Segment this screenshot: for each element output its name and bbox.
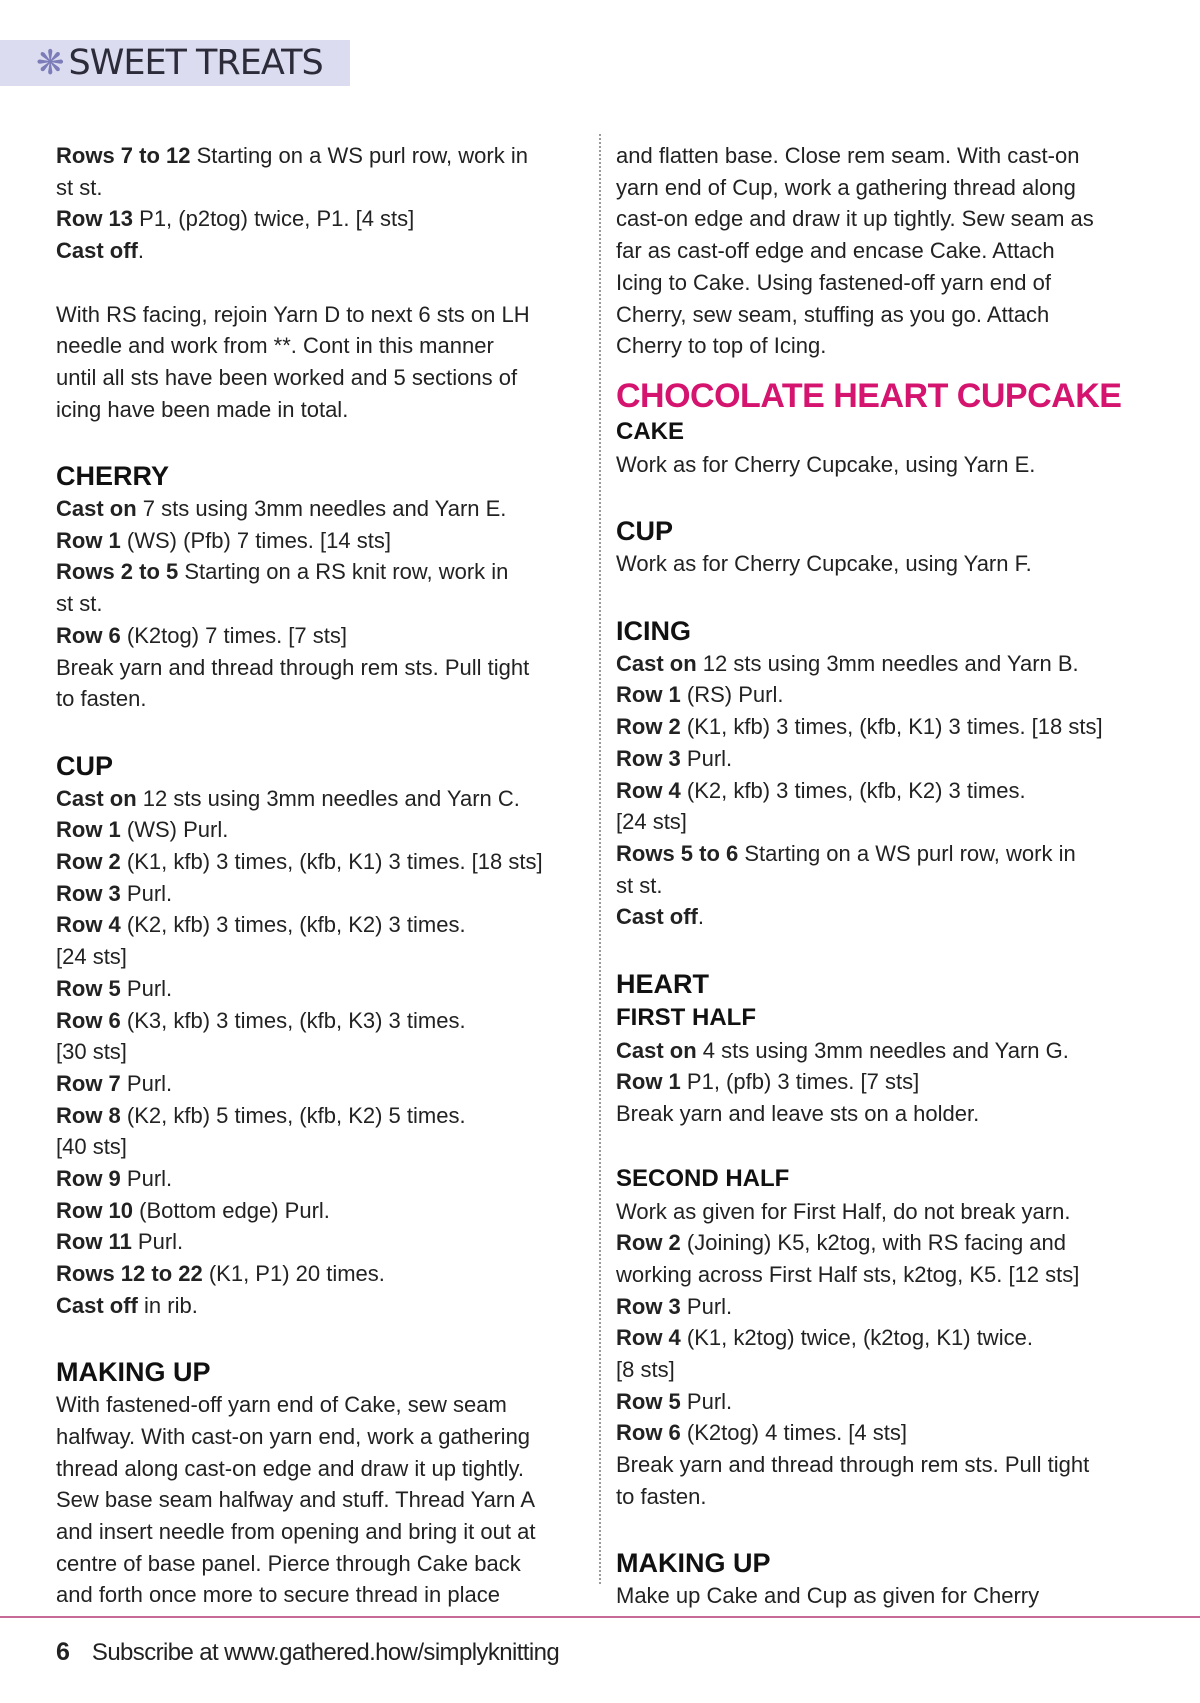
text-line (616, 449, 1156, 481)
text-line (616, 870, 1156, 902)
text-line (56, 140, 596, 172)
paragraph-gap (616, 1130, 1156, 1162)
text-line (56, 1163, 596, 1195)
text-line (56, 235, 596, 267)
text-line (56, 1548, 596, 1580)
instruction-label: Cast off (56, 238, 138, 264)
instruction-text: Purl. (680, 745, 733, 771)
subsection-heading: CAKE (616, 417, 685, 445)
instruction-label: Row 5 (56, 975, 121, 1001)
text-line (616, 1354, 1156, 1386)
text-line (616, 838, 1156, 870)
paragraph-gap (56, 425, 596, 457)
instruction-label: Row 1 (56, 817, 121, 843)
text-line (616, 1322, 1156, 1354)
section-heading: MAKING UP (616, 1548, 771, 1579)
instruction-text: (Joining) K5, k2tog, with RS facing and (680, 1230, 1067, 1256)
instruction-text: With RS facing, rejoin Yarn D to next 6 sts on LH (56, 301, 530, 327)
page-number: 6 (56, 1638, 70, 1666)
text-line (56, 1389, 596, 1421)
instruction-text: [24 sts] (56, 944, 127, 970)
instruction-text: Purl. (680, 1388, 733, 1414)
instruction-label: Row 1 (56, 527, 121, 553)
section-heading: HEART (616, 968, 709, 999)
paragraph-gap (616, 362, 1156, 377)
column-divider (599, 134, 601, 1584)
text-line (56, 493, 596, 525)
instruction-text: [8 sts] (616, 1357, 675, 1383)
instruction-label: Row 3 (616, 745, 681, 771)
instruction-text: in rib. (137, 1292, 198, 1318)
instruction-text: Work as given for First Half, do not break yarn. (616, 1198, 1071, 1224)
text-line (56, 1579, 596, 1611)
section-title: SWEET TREATS (68, 43, 323, 83)
instruction-text: Icing to Cake. Using fastened-off yarn end of (616, 269, 1051, 295)
instruction-label: Row 2 (616, 714, 681, 740)
paragraph-gap (616, 580, 1156, 612)
instruction-text: halfway. With cast-on yarn end, work a gathering (56, 1423, 531, 1449)
instruction-text: Starting on a RS knit row, work in (178, 559, 509, 585)
instruction-label: Rows 12 to 22 (56, 1261, 203, 1287)
text-line (56, 846, 596, 878)
instruction-label: Cast off (616, 904, 698, 930)
text-line (616, 267, 1156, 299)
instruction-text: icing have been made in total. (56, 396, 349, 422)
section-heading: CHERRY (56, 461, 170, 491)
instruction-text: . (137, 238, 145, 264)
text-line (616, 775, 1156, 807)
instruction-text: Purl. (120, 880, 173, 906)
instruction-text: Cherry to top of Icing. (616, 333, 827, 359)
instruction-label: Row 1 (616, 682, 681, 708)
instruction-text: With fastened-off yarn end of Cake, sew seam (56, 1392, 507, 1418)
text-line (56, 1516, 596, 1548)
instruction-text: yarn end of Cup, work a gathering thread along (616, 174, 1076, 200)
text-line (616, 1098, 1156, 1130)
section-heading: CUP (616, 516, 674, 547)
instruction-label: Row 6 (616, 1420, 681, 1446)
instruction-text: to fasten. (56, 686, 147, 712)
text-line (56, 1421, 596, 1453)
instruction-label: Row 2 (616, 1230, 681, 1256)
text-line (56, 909, 596, 941)
instruction-label: Cast on (56, 785, 137, 811)
pattern-title: CHOCOLATE HEART CUPCAKE (616, 376, 1122, 415)
instruction-text: thread along cast-on edge and draw it up tightly. (56, 1455, 525, 1481)
text-line (616, 806, 1156, 838)
instruction-text: (K2, kfb) 3 times, (kfb, K2) 3 times. (120, 912, 466, 938)
instruction-text: Starting on a WS purl row, work in (190, 143, 528, 168)
instruction-text: 12 sts using 3mm needles and Yarn B. (696, 650, 1079, 676)
instruction-label: Row 6 (56, 1007, 121, 1033)
text-line (616, 679, 1156, 711)
text-line (616, 1196, 1156, 1228)
text-line (616, 1066, 1156, 1098)
text-line (56, 362, 596, 394)
footer-rule (0, 1616, 1200, 1618)
instruction-label: Row 1 (616, 1069, 681, 1095)
text-line (616, 1386, 1156, 1418)
text-line (616, 330, 1156, 362)
instruction-text: Purl. (131, 1229, 184, 1255)
instruction-text: (K2, kfb) 3 times, (kfb, K2) 3 times. (680, 777, 1026, 803)
instruction-label: Row 4 (616, 1325, 681, 1351)
instruction-text: Cherry, sew seam, stuffing as you go. Attach (616, 301, 1050, 327)
instruction-label: Cast on (616, 650, 697, 676)
instruction-text: [24 sts] (616, 809, 687, 835)
instruction-label: Cast on (616, 1037, 697, 1063)
text-line (56, 1484, 596, 1516)
text-line (616, 1291, 1156, 1323)
instruction-text: Starting on a WS purl row, work in (738, 840, 1076, 866)
instruction-label: Rows 5 to 6 (616, 840, 739, 866)
instruction-text: P1, (pfb) 3 times. [7 sts] (680, 1069, 920, 1095)
text-line (56, 556, 596, 588)
text-line (56, 394, 596, 426)
instruction-text: 12 sts using 3mm needles and Yarn C. (136, 785, 520, 811)
instruction-text: Break yarn and thread through rem sts. Pull tight (616, 1452, 1090, 1478)
text-line (56, 1100, 596, 1132)
instruction-text: [30 sts] (56, 1039, 127, 1065)
instruction-text: Purl. (120, 1070, 173, 1096)
instruction-text: Work as for Cherry Cupcake, using Yarn E. (616, 451, 1036, 477)
instruction-text: and forth once more to secure thread in place (56, 1582, 500, 1608)
text-line (616, 1227, 1156, 1259)
text-line (616, 648, 1156, 680)
section-banner (0, 40, 350, 86)
instruction-text: P1, (p2tog) twice, P1. [4 sts] (133, 206, 415, 232)
instruction-label: Row 9 (56, 1166, 121, 1192)
instruction-label: Row 4 (56, 912, 121, 938)
instruction-text: 7 sts using 3mm needles and Yarn E. (136, 496, 507, 521)
text-line (616, 203, 1156, 235)
instruction-text: and insert needle from opening and bring it out at (56, 1519, 536, 1545)
paragraph-gap (616, 481, 1156, 513)
instruction-text: (K1, kfb) 3 times, (kfb, K1) 3 times. [18 sts] (680, 714, 1103, 740)
subsection-heading: SECOND HALF (616, 1164, 790, 1192)
instruction-label: Row 2 (56, 849, 121, 875)
instruction-text: Break yarn and leave sts on a holder. (616, 1101, 980, 1127)
instruction-text: to fasten. (616, 1483, 707, 1509)
subsection-heading: FIRST HALF (616, 1003, 756, 1031)
text-line (56, 1258, 596, 1290)
text-line (56, 620, 596, 652)
text-line (56, 683, 596, 715)
text-line (56, 299, 596, 331)
instruction-text: Purl. (680, 1293, 733, 1319)
instruction-text: working across First Half sts, k2tog, K5. [12 sts] (616, 1261, 1080, 1287)
text-line (56, 783, 596, 815)
instruction-label: Cast on (56, 496, 137, 521)
paragraph-gap (56, 267, 596, 299)
instruction-label: Row 6 (56, 622, 121, 648)
text-line (616, 548, 1156, 580)
text-line (616, 901, 1156, 933)
text-line (56, 814, 596, 846)
instruction-text: (RS) Purl. (680, 682, 784, 708)
section-heading: ICING (616, 615, 692, 646)
instruction-text: st st. (56, 174, 103, 200)
text-line (56, 203, 596, 235)
text-line (56, 973, 596, 1005)
text-line (616, 140, 1156, 172)
instruction-label: Row 11 (56, 1229, 132, 1255)
instruction-label: Cast off (56, 1292, 138, 1318)
instruction-text: (K3, kfb) 3 times, (kfb, K3) 3 times. (120, 1007, 466, 1033)
text-line (56, 878, 596, 910)
instruction-text: far as cast-off edge and encase Cake. Attach (616, 238, 1055, 264)
instruction-text: . (697, 904, 705, 930)
instruction-text: Work as for Cherry Cupcake, using Yarn F. (616, 551, 1032, 577)
instruction-label: Row 7 (56, 1070, 121, 1096)
instruction-text: needle and work from **. Cont in this manner (56, 333, 494, 359)
instruction-label: Row 4 (616, 777, 681, 803)
text-line (616, 1259, 1156, 1291)
instruction-text: and flatten base. Close rem seam. With cast-on (616, 143, 1080, 168)
text-line (56, 1226, 596, 1258)
instruction-text: (WS) Purl. (120, 817, 229, 843)
text-line (56, 1036, 596, 1068)
text-line (616, 1035, 1156, 1067)
text-line (616, 1580, 1156, 1612)
instruction-text: (K1, k2tog) twice, (k2tog, K1) twice. (680, 1325, 1033, 1351)
right-column (616, 140, 1156, 1612)
instruction-text: [40 sts] (56, 1134, 127, 1160)
instruction-label: Row 5 (616, 1388, 681, 1414)
text-line (56, 652, 596, 684)
text-line (616, 235, 1156, 267)
asterisk-flower-icon: ❋ (36, 44, 65, 82)
text-line (616, 743, 1156, 775)
instruction-text: (Bottom edge) Purl. (133, 1197, 330, 1223)
text-line (56, 1290, 596, 1322)
text-line (616, 172, 1156, 204)
instruction-text: (K2, kfb) 5 times, (kfb, K2) 5 times. (120, 1102, 466, 1128)
text-line (616, 299, 1156, 331)
subscribe-link[interactable]: Subscribe at www.gathered.how/simplyknitting (91, 1639, 560, 1666)
instruction-text: Purl. (120, 1166, 173, 1192)
text-line (56, 1195, 596, 1227)
instruction-label: Row 10 (56, 1197, 134, 1223)
text-line (56, 1453, 596, 1485)
instruction-text: (WS) (Pfb) 7 times. [14 sts] (120, 527, 391, 553)
left-column (56, 140, 596, 1611)
instruction-label: Rows 2 to 5 (56, 559, 179, 585)
instruction-label: Rows 7 to 12 (56, 143, 191, 168)
text-line (56, 1005, 596, 1037)
text-line (56, 1131, 596, 1163)
paragraph-gap (56, 715, 596, 747)
text-line (56, 1068, 596, 1100)
text-line (616, 1481, 1156, 1513)
text-line (56, 941, 596, 973)
instruction-text: (K1, P1) 20 times. (202, 1261, 385, 1287)
text-line (56, 525, 596, 557)
instruction-label: Row 13 (56, 206, 134, 232)
text-line (56, 330, 596, 362)
paragraph-gap (56, 1322, 596, 1354)
instruction-text: st st. (56, 591, 103, 617)
instruction-text: cast-on edge and draw it up tightly. Sew seam as (616, 206, 1094, 232)
page-footer (56, 1638, 559, 1667)
instruction-text: until all sts have been worked and 5 sections of (56, 364, 518, 390)
instruction-text: st st. (616, 872, 663, 898)
text-line (616, 711, 1156, 743)
instruction-text: (K2tog) 7 times. [7 sts] (120, 622, 347, 648)
instruction-text: Make up Cake and Cup as given for Cherry (616, 1583, 1040, 1609)
instruction-text: Break yarn and thread through rem sts. Pull tight (56, 654, 530, 680)
instruction-text: Purl. (120, 975, 173, 1001)
instruction-label: Row 3 (56, 880, 121, 906)
text-line (56, 588, 596, 620)
instruction-label: Row 8 (56, 1102, 121, 1128)
instruction-text: centre of base panel. Pierce through Cake back (56, 1550, 521, 1576)
instruction-label: Row 3 (616, 1293, 681, 1319)
text-line (56, 172, 596, 204)
text-line (616, 1449, 1156, 1481)
instruction-text: Sew base seam halfway and stuff. Thread Yarn A (56, 1487, 535, 1513)
paragraph-gap (616, 933, 1156, 965)
instruction-text: (K1, kfb) 3 times, (kfb, K1) 3 times. [18 sts] (120, 849, 543, 875)
paragraph-gap (616, 1513, 1156, 1545)
instruction-text: 4 sts using 3mm needles and Yarn G. (696, 1037, 1069, 1063)
instruction-text: (K2tog) 4 times. [4 sts] (680, 1420, 907, 1446)
section-heading: MAKING UP (56, 1357, 211, 1388)
text-line (616, 1417, 1156, 1449)
section-heading: CUP (56, 750, 114, 781)
